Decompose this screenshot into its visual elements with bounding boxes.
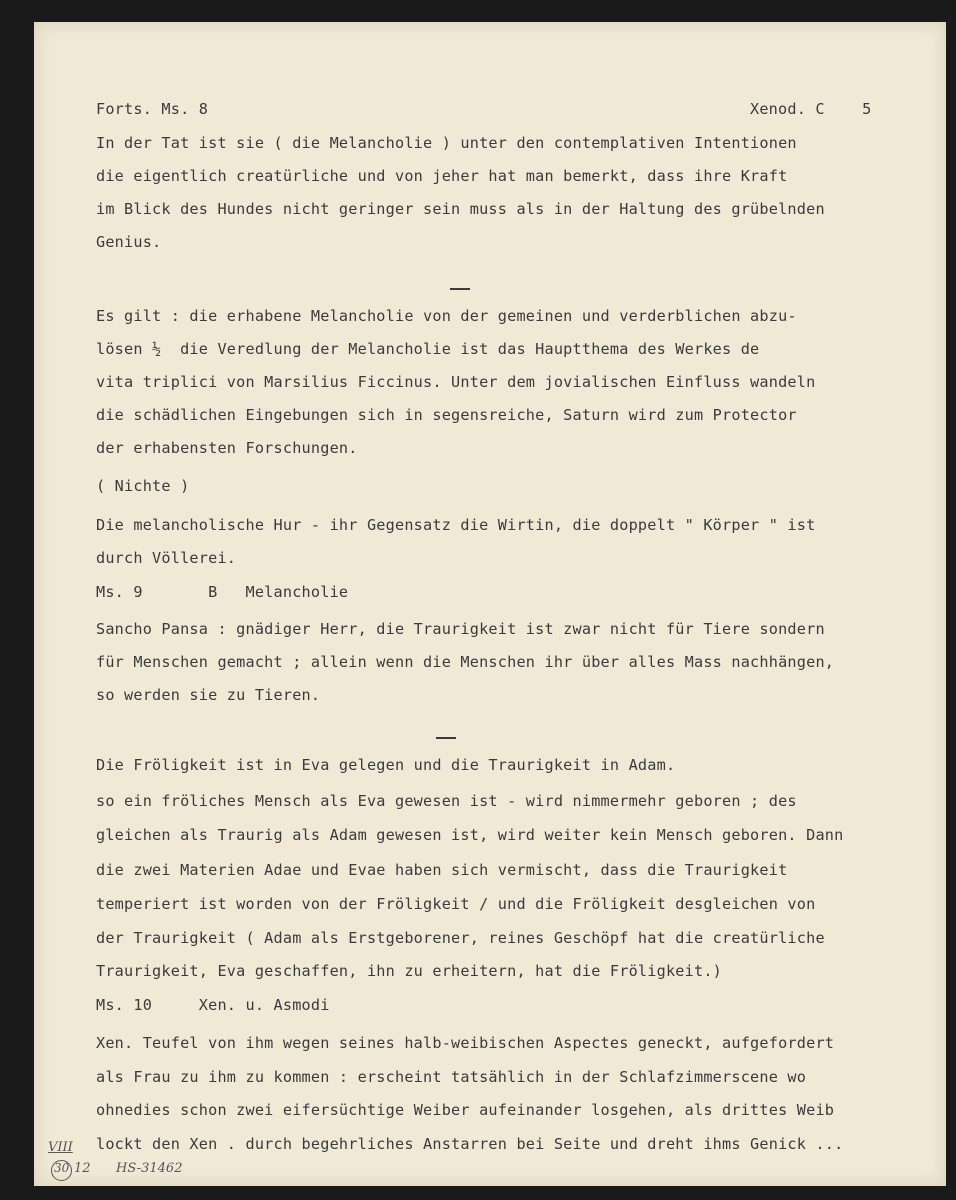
text-line: so ein fröliches Mensch als Eva gewesen ist - wird nimmermehr geboren ; des xyxy=(96,792,797,810)
text-line: ohnedies schon zwei eifersüchtige Weiber aufeinander losgehen, als drittes Weib xyxy=(96,1101,835,1119)
text-line: ( Nichte ) xyxy=(96,477,190,495)
text-line: durch Völlerei. xyxy=(96,549,237,567)
text-line: lockt den Xen . durch begehrliches Anstarren bei Seite und dreht ihms Genick ... xyxy=(96,1135,844,1153)
text-line: die eigentlich creatürliche und von jeher hat man bemerkt, dass ihre Kraft xyxy=(96,167,788,185)
text-line: gleichen als Traurig als Adam gewesen ist, wird weiter kein Mensch geboren. Dann xyxy=(96,826,844,844)
text-line: Die Fröligkeit ist in Eva gelegen und die Traurigkeit in Adam. xyxy=(96,756,676,774)
text-line: der erhabensten Forschungen. xyxy=(96,439,358,457)
text-line: der Traurigkeit ( Adam als Erstgeborener, reines Geschöpf hat die creatürliche xyxy=(96,929,825,947)
text-line: Xen. Teufel von ihm wegen seines halb-weibischen Aspectes geneckt, aufgefordert xyxy=(96,1034,835,1052)
text-line: lösen ½ die Veredlung der Melancholie ist das Hauptthema des Werkes de xyxy=(96,340,760,358)
header-right: Xenod. C 5 xyxy=(750,100,872,118)
archive-circled-number: 30 xyxy=(54,1161,70,1175)
text-line: so werden sie zu Tieren. xyxy=(96,686,321,704)
section-divider xyxy=(450,288,470,290)
document-page xyxy=(34,22,946,1186)
text-line: In der Tat ist sie ( die Melancholie ) unter den contemplativen Intentionen xyxy=(96,134,797,152)
text-line: Die melancholische Hur - ihr Gegensatz die Wirtin, die doppelt " Körper " ist xyxy=(96,516,816,534)
text-line: Genius. xyxy=(96,233,162,251)
text-line: als Frau zu ihm zu kommen : erscheint tatsählich in der Schlafzimmerscene wo xyxy=(96,1068,807,1086)
text-line: für Menschen gemacht ; allein wenn die Menschen ihr über alles Mass nachhängen, xyxy=(96,653,835,671)
text-line: Es gilt : die erhabene Melancholie von der gemeinen und verderblichen abzu- xyxy=(96,307,797,325)
archive-number: 12 xyxy=(74,1161,91,1176)
text-line: die zwei Materien Adae und Evae haben sich vermischt, dass die Traurigkeit xyxy=(96,861,788,879)
section-divider xyxy=(436,737,456,739)
text-line: temperiert ist worden von der Fröligkeit / und die Fröligkeit desgleichen von xyxy=(96,895,816,913)
section-heading: Ms. 9 B Melancholie xyxy=(96,583,349,601)
text-line: Sancho Pansa : gnädiger Herr, die Traurigkeit ist zwar nicht für Tiere sondern xyxy=(96,620,825,638)
typed-text xyxy=(34,22,946,1186)
header-left: Forts. Ms. 8 xyxy=(96,100,209,118)
text-line: vita triplici von Marsilius Ficcinus. Unter dem jovialischen Einfluss wandeln xyxy=(96,373,816,391)
archive-roman-numeral: VIII xyxy=(48,1140,73,1155)
section-heading: Ms. 10 Xen. u. Asmodi xyxy=(96,996,330,1014)
text-line: im Blick des Hundes nicht geringer sein muss als in der Haltung des grübelnden xyxy=(96,200,825,218)
archive-signature: HS-31462 xyxy=(116,1161,183,1176)
text-line: die schädlichen Eingebungen sich in segensreiche, Saturn wird zum Protector xyxy=(96,406,797,424)
text-line: Traurigkeit, Eva geschaffen, ihn zu erheitern, hat die Fröligkeit.) xyxy=(96,962,723,980)
